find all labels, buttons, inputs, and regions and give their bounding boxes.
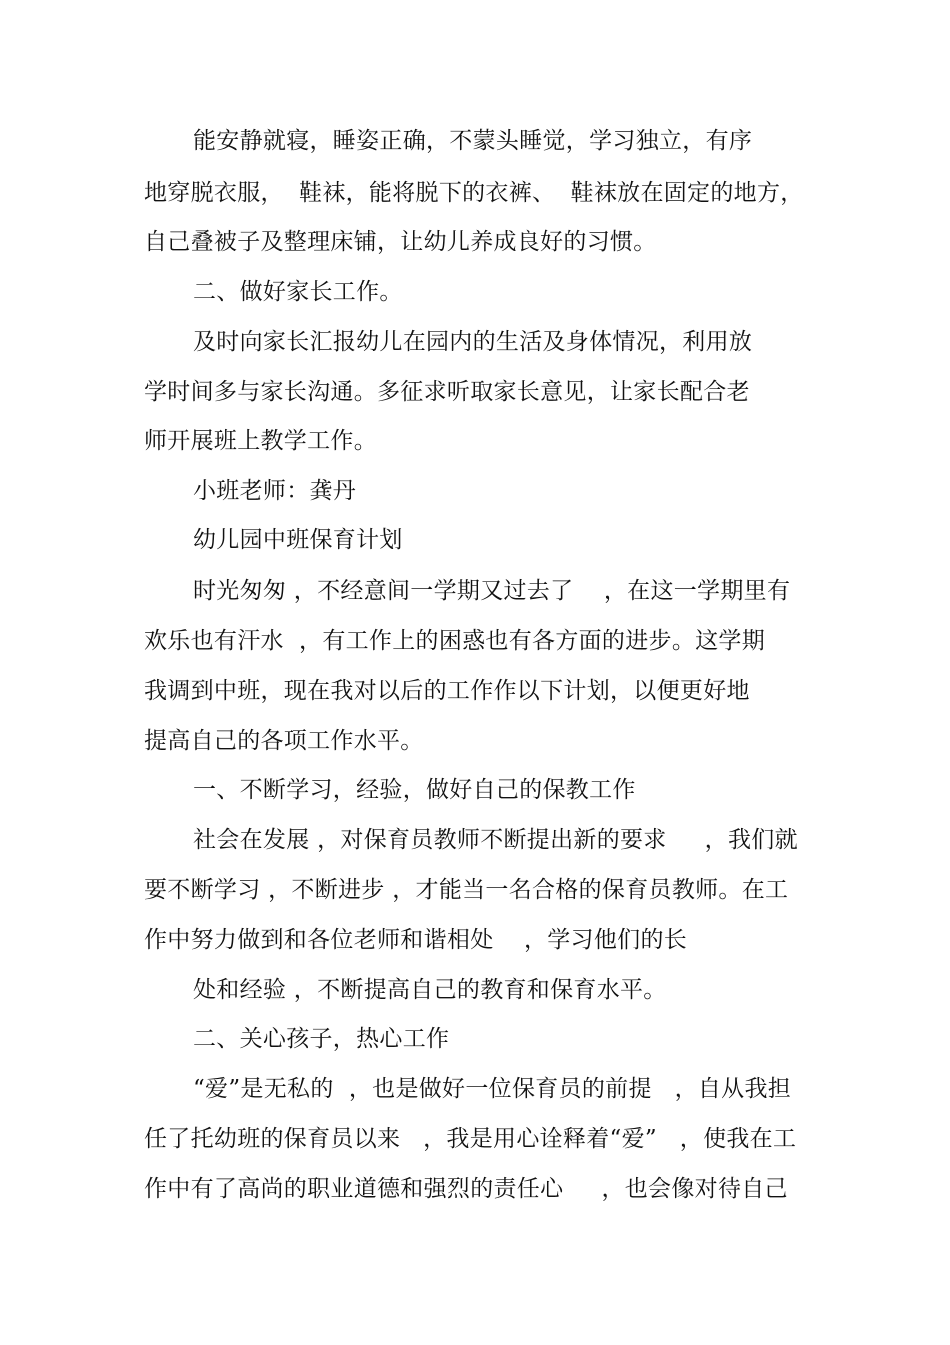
text-line: “爱”是无私的 ，也是做好一位保育员的前提 ，自从我担	[193, 1076, 792, 1102]
text-line: 任了托幼班的保育员以来 ，我是用心诠释着“爱” ，使我在工	[144, 1126, 797, 1152]
text-line: 要不断学习 ，不断进步 ，才能当一名合格的保育员教师。在工	[144, 877, 789, 903]
section-heading: 二、关心孩子，热心工作	[193, 1026, 450, 1052]
text-line: 学时间多与家长沟通。多征求听取家长意见，让家长配合老	[144, 379, 750, 405]
text-line: 地穿脱衣服， 鞋袜，能将脱下的衣裤、 鞋袜放在固定的地方，	[144, 180, 804, 206]
text-line: 我调到中班，现在我对以后的工作作以下计划，以便更好地	[144, 678, 750, 704]
text-line: 处和经验 ，不断提高自己的教育和保育水平。	[193, 977, 667, 1003]
section-heading: 二、做好家长工作。	[193, 279, 403, 305]
text-line: 作中努力做到和各位老师和谐相处 ，学习他们的长	[144, 927, 688, 953]
text-line: 作中有了高尚的职业道德和强烈的责任心 ，也会像对待自己	[144, 1176, 788, 1202]
text-line: 能安静就寝，睡姿正确，不蒙头睡觉，学习独立，有序	[193, 128, 753, 154]
text-line: 及时向家长汇报幼儿在园内的生活及身体情况，利用放	[193, 329, 753, 355]
text-line: 自己叠被子及整理床铺，让幼儿养成良好的习惯。	[144, 229, 657, 255]
text-line: 社会在发展 ，对保育员教师不断提出新的要求 ，我们就	[193, 827, 798, 853]
text-line: 时光匆匆 ，不经意间一学期又过去了 ，在这一学期里有	[193, 578, 791, 604]
section-heading: 一、不断学习，经验，做好自己的保教工作	[193, 777, 636, 803]
document-title: 幼儿园中班保育计划	[193, 527, 403, 553]
text-line: 欢乐也有汗水 ，有工作上的困惑也有各方面的进步。这学期	[144, 628, 766, 654]
text-line: 提高自己的各项工作水平。	[144, 728, 424, 754]
text-line: 师开展班上教学工作。	[144, 428, 377, 454]
signature-line: 小班老师：龚丹	[193, 478, 357, 504]
